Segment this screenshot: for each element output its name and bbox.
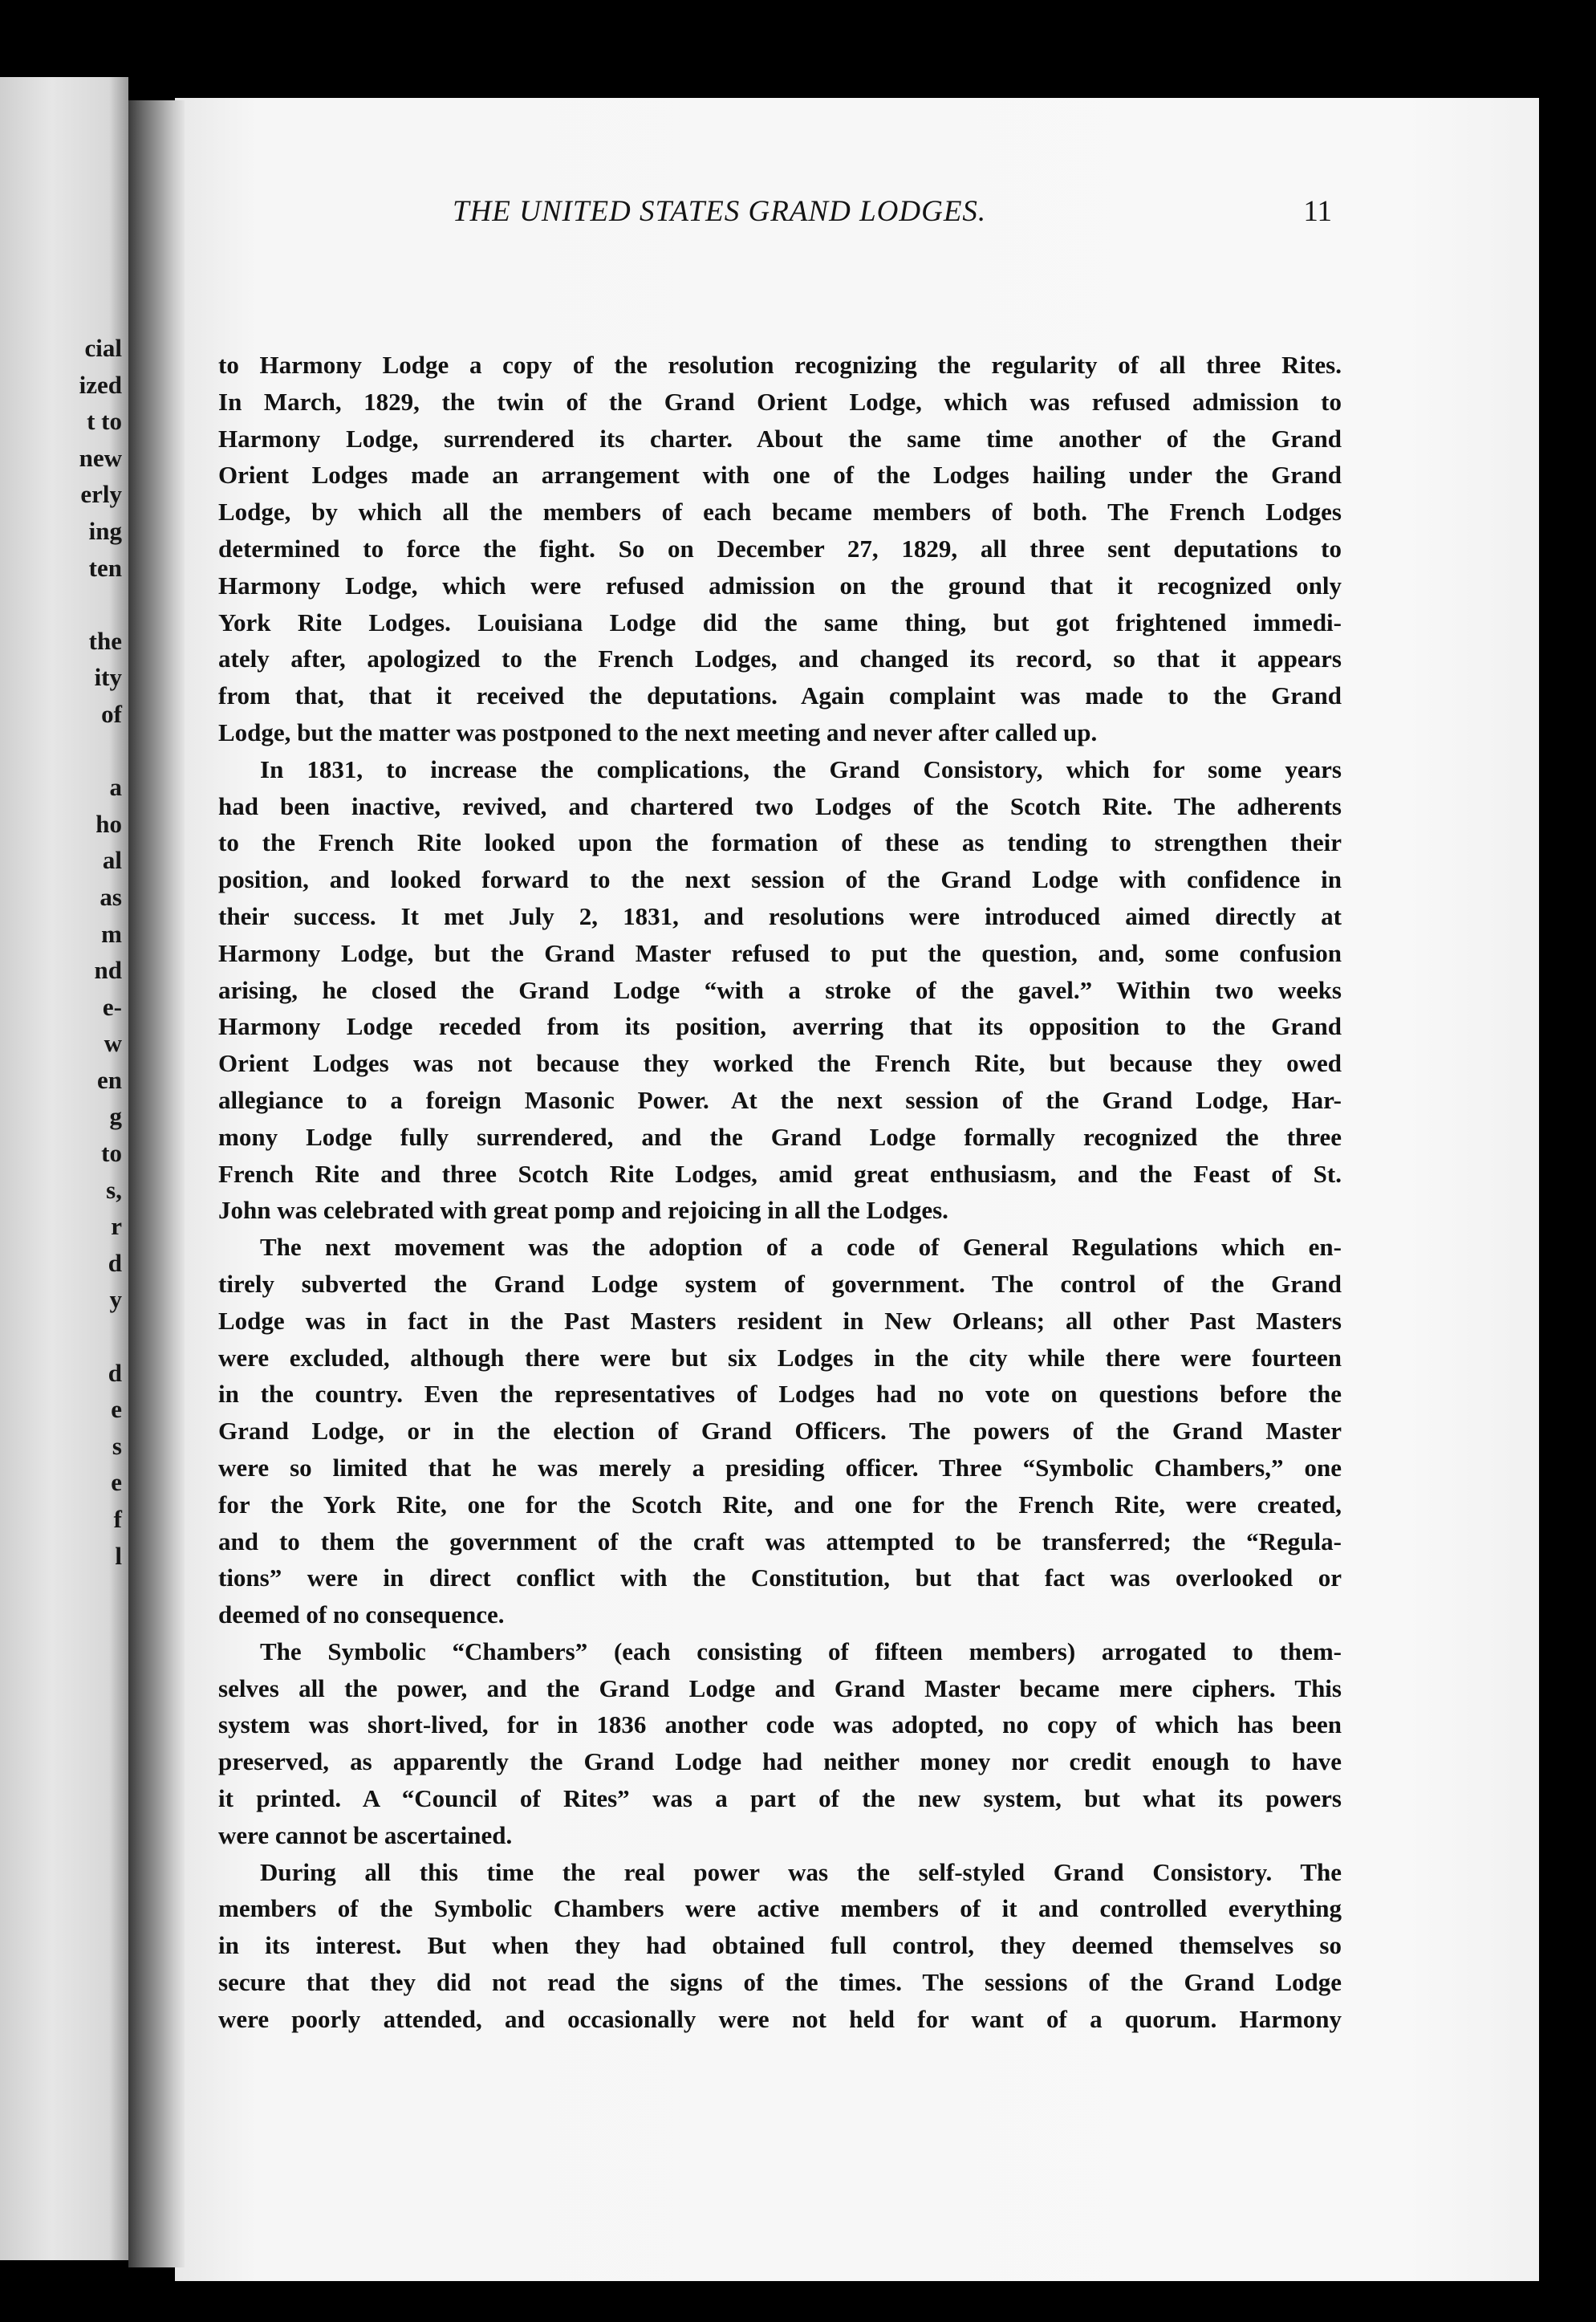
left-page-fragment: s [112,1431,122,1460]
left-page-fragment: erly [80,480,122,509]
text-line: deemed of no consequence. [218,1600,505,1629]
text-line: arising, he closed the Grand Lodge “with a stroke of the gavel.” Within two weeks [218,975,1342,1004]
paragraph [218,1633,1342,1854]
text-line: The Symbolic “Chambers” (each consisting of fifteen members) arrogated to them- [260,1637,1342,1665]
text-line: John was celebrated with great pomp and rejoicing in all the Lodges. [218,1196,948,1225]
text-line: were poorly attended, and occasionally were not held for want of a quorum. Harmony [218,2004,1342,2033]
text-line: ately after, apologized to the French Lodges, and changed its record, so that it appears [218,645,1342,673]
text-line: French Rite and three Scotch Rite Lodges, amid great enthusiasm, and the Feast of St. [218,1159,1342,1188]
running-head-title: THE UNITED STATES GRAND LODGES. [453,195,987,228]
text-line: Orient Lodges was not because they worked the French Rite, but because they owed [218,1049,1342,1078]
left-page-fragment: en [97,1065,122,1094]
left-page-fragment [2,1611,122,1648]
left-page-fragment: to [101,1139,122,1168]
left-page-fragment [2,1684,122,1721]
left-page-fragment: nd [94,956,122,985]
text-line: Harmony Lodge, but the Grand Master refused to put the question, and, some confusion [218,938,1342,967]
text-line: determined to force the fight. So on December 27, 1829, all three sent deputations to [218,534,1342,563]
text-line: for the York Rite, one for the Scotch Rite, and one for the French Rite, were created, [218,1490,1342,1519]
text-line: to the French Rite looked upon the formation of these as tending to strengthen their [218,828,1342,857]
left-page-fragment: s, [106,1175,122,1204]
left-page-fragment [2,586,122,623]
left-page-fragment: cial [84,334,122,362]
text-line: tions” were in direct conflict with the Constitution, but that fact was overlooked or [218,1564,1342,1592]
body-text [218,347,1342,2038]
left-page-fragment: e- [102,992,122,1021]
text-line: allegiance to a foreign Masonic Power. At the next session of the Grand Lodge, Har- [218,1085,1342,1114]
text-line: In March, 1829, the twin of the Grand Orient Lodge, which was refused admission to [218,387,1342,416]
left-page-fragment: y [109,1285,122,1314]
text-line: from that, that it received the deputations. Again complaint was made to the Grand [218,681,1342,710]
left-page-fragment: new [79,443,122,472]
left-page-fragment: d [108,1358,122,1387]
text-line: and to them the government of the craft was attempted to be transferred; the “Regula- [218,1527,1342,1555]
paragraph [218,1229,1342,1633]
left-page-fragment [2,1647,122,1684]
text-line: Lodge, but the matter was postponed to the next meeting and never after called up. [218,718,1098,746]
left-page-fragment: l [115,1541,122,1570]
text-line: system was short-lived, for in 1836 another code was adopted, no copy of which has been [218,1710,1342,1739]
text-line: The next movement was the adoption of a code of General Regulations which en- [260,1233,1342,1262]
text-line: selves all the power, and the Grand Lodge and Grand Master became mere ciphers. This [218,1673,1342,1702]
text-line: tirely subverted the Grand Lodge system of government. The control of the Grand [218,1269,1342,1298]
left-page-fragment: g [109,1102,122,1131]
text-line: preserved, as apparently the Grand Lodge had neither money nor credit enough to have [218,1747,1342,1776]
left-page-fragment: ten [88,553,122,582]
paragraph [218,751,1342,1229]
left-page-fragment: ity [94,663,122,692]
text-line: were excluded, although there were but six Lodges in the city while there were fourteen [218,1343,1342,1372]
left-facing-page [0,77,128,2260]
text-line: During all this time the real power was the self-styled Grand Consistory. The [260,1857,1342,1886]
left-page-fragment: as [99,882,122,911]
book-gutter-shadow [128,100,185,2267]
text-line: Harmony Lodge receded from its position, averring that its opposition to the Grand [218,1012,1342,1041]
text-line: to Harmony Lodge a copy of the resolution recognizing the regularity of all three Rites. [218,351,1342,379]
left-page-fragment: e [111,1395,122,1424]
text-line: position, and looked forward to the next session of the Grand Lodge with confidence in [218,865,1342,894]
text-line: were cannot be ascertained. [218,1820,513,1849]
left-page-fragment: ized [79,370,122,399]
left-page-fragment [2,1318,122,1355]
running-head [273,194,1332,234]
left-page-fragment: al [102,846,122,875]
text-line: York Rite Lodges. Louisiana Lodge did the same thing, but got frightened immedi- [218,608,1342,636]
text-line: in the country. Even the representatives of Lodges had no vote on questions before the [218,1380,1342,1409]
left-page-fragment: f [113,1505,122,1533]
left-page-fragment: the [88,626,122,655]
left-page-fragment: e [111,1468,122,1497]
left-page-fragment: d [108,1248,122,1277]
text-line: in its interest. But when they had obtained full control, they deemed themselves so [218,1931,1342,1960]
left-page-fragment: ing [88,516,122,545]
left-page-fragment: t to [87,407,122,436]
page-number: 11 [1303,195,1332,228]
text-line: had been inactive, revived, and chartered two Lodges of the Scotch Rite. The adherents [218,791,1342,820]
left-page-text-fragments [2,330,122,1721]
text-line: In 1831, to increase the complications, the Grand Consistory, which for some years [260,754,1342,783]
left-page-fragment: of [101,699,122,728]
text-line: mony Lodge fully surrendered, and the Grand Lodge formally recognized the three [218,1122,1342,1151]
left-page-fragment: a [109,773,122,802]
text-line: Orient Lodges made an arrangement with one of the Lodges hailing under the Grand [218,461,1342,490]
text-line: it printed. A “Council of Rites” was a part of the new system, but what its powers [218,1784,1342,1813]
left-page-fragment: w [104,1029,122,1058]
left-page-fragment [2,733,122,770]
text-line: members of the Symbolic Chambers were active members of it and controlled everything [218,1894,1342,1923]
left-page-fragment: m [101,919,122,948]
text-line: Harmony Lodge, surrendered its charter. About the same time another of the Grand [218,424,1342,453]
text-line: Lodge, by which all the members of each became members of both. The French Lodges [218,498,1342,527]
text-line: Grand Lodge, or in the election of Grand Officers. The powers of the Grand Master [218,1417,1342,1446]
paragraph [218,347,1342,751]
text-line: their success. It met July 2, 1831, and resolutions were introduced aimed directly at [218,901,1342,930]
text-line: Lodge was in fact in the Past Masters resident in New Orleans; all other Past Masters [218,1306,1342,1335]
left-page-fragment: ho [95,809,122,838]
left-page-fragment: r [111,1212,122,1241]
text-line: Harmony Lodge, which were refused admission on the ground that it recognized only [218,571,1342,600]
text-line: were so limited that he was merely a presiding officer. Three “Symbolic Chambers,” one [218,1453,1342,1482]
left-page-fragment [2,1574,122,1611]
text-line: secure that they did not read the signs of the times. The sessions of the Grand Lodge [218,1968,1342,1997]
paragraph [218,1854,1342,2038]
